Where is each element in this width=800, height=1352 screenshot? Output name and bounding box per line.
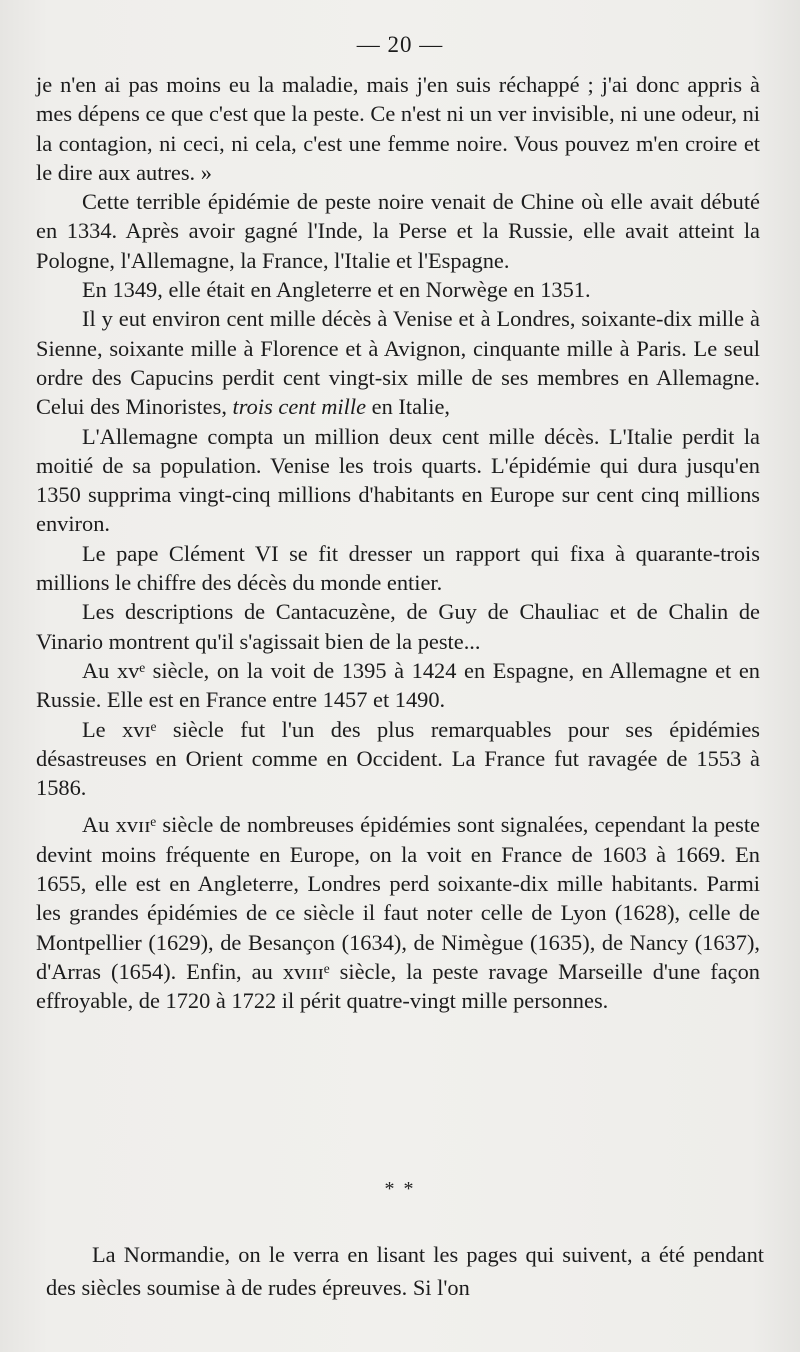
paragraph-fifteenth-century: Au xvᵉ siècle, on la voit de 1395 à 1424 en Espagne, en Allemagne et en Russie. Elle est en France entre 1457 et 1490.	[36, 657, 760, 713]
paragraph-black-death-origin: Cette terrible épidémie de peste noire venait de Chine où elle avait débuté en 1334. Après avoir gagné l'Inde, la Perse et la Russie, elle avait atteint la Pologne, l'Allemagne, la France, l'Italie et l'Espagne.	[36, 189, 760, 273]
paragraph-descriptions: Les descriptions de Cantacuzène, de Guy de Chauliac et de Chalin de Vinario montrent qu'il s'agissait bien de la peste...	[36, 599, 760, 654]
section-separator: * *	[384, 1178, 416, 1200]
paragraph-england-norway: En 1349, elle était en Angleterre et en Norwège en 1351.	[82, 277, 591, 303]
main-text-block	[36, 70, 760, 1016]
paragraph-quote-end: je n'en ai pas moins eu la maladie, mais j'en suis réchappé ; j'ai donc appris à mes dépens ce que c'est que la peste. Ce n'est ni un ver invisible, ni une odeur, ni la contagion, ni ceci, ni cela, c'est une femme noire. Vous pouvez m'en croire et le dire aux autres. »	[36, 72, 760, 185]
paragraph-death-toll-cities	[36, 304, 760, 421]
paragraph-sixteenth-century: Le xvɪᵉ siècle fut l'un des plus remarquables pour ses épidémies désastreuses en Orient comme en Occident. La France fut ravagée de 1553 à 1586.	[36, 716, 760, 801]
paragraph-death-toll-end: en Italie,	[371, 394, 450, 420]
paragraph-pope-clement: Le pape Clément VI se fit dresser un rapport qui fixa à quarante-trois millions le chiffre des décès du monde entier.	[36, 540, 760, 596]
page-number: — 20 —	[356, 32, 444, 57]
emphasis-trois-cent-mille: trois cent mille	[232, 394, 367, 420]
bottom-text-block	[46, 1238, 764, 1304]
paragraph-germany-italy: L'Allemagne compta un million deux cent mille décès. L'Italie perdit la moitié de sa population. Venise les trois quarts. L'épidémie qui dura jusqu'en 1350 supprima vingt-cinq millions d'habitants en Europe sur cent cinq millions environ.	[36, 423, 760, 537]
paragraph-normandie: La Normandie, on le verra en lisant les pages qui suivent, a été pendant des siècles soumise à de rudes épreuves. Si l'on	[46, 1242, 764, 1300]
paragraph-death-toll-text: Il y eut environ cent mille décès à Venise et à Londres, soixante-dix mille à Sienne, soixante mille à Florence et à Avignon, cinquante mille à Paris. Le seul ordre des Capucins perdit cent vingt-six mille de ses membres en Allemagne. Celui des Minoristes,	[36, 306, 760, 420]
paragraph-seventeenth-century: Au xvɪɪᵉ siècle de nombreuses épidémies sont signalées, cependant la peste devint moins fréquente en Europe, on la voit en France de 1603 à 1669. En 1655, elle est en Angleterre, Londres perd soixante-dix mille habitants. Parmi les grandes épidémies de ce siècle il faut noter celle de Lyon (1628), celle de Montpellier (1629), de Besançon (1634), de Nimègue (1635), de Nancy (1637), d'Arras (1654). Enfin, au xvɪɪɪᵉ siècle, la peste ravage Marseille d'une façon effroyable, de 1720 à 1722 il périt quatre-vingt mille personnes.	[36, 812, 760, 1014]
